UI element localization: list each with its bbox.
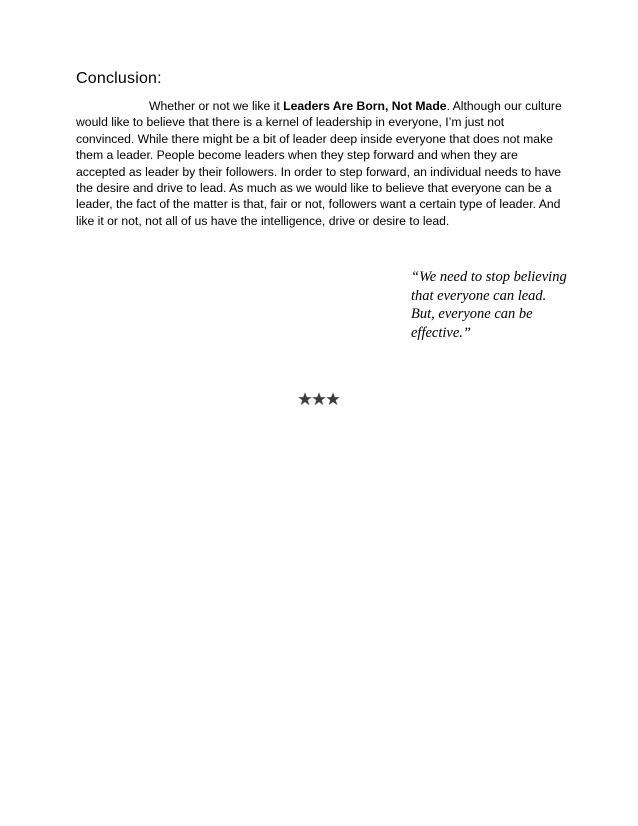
- star-icon: [326, 392, 340, 406]
- conclusion-paragraph: [76, 98, 562, 229]
- section-heading: Conclusion:: [76, 70, 162, 87]
- star-icon: [298, 392, 312, 406]
- star-icon: [312, 392, 326, 406]
- paragraph-emphasis: Leaders Are Born, Not Made: [283, 99, 447, 113]
- three-stars-icon: [298, 392, 340, 406]
- pull-quote: “We need to stop believing that everyone can lead. But, everyone can be effective.”: [411, 269, 567, 341]
- paragraph-rest: . Although our culture would like to believe that there is a kernel of leadership in everyone, I’m just not convinced. While there might be a bit of leader deep inside everyone that does not make them a leader. People become leaders when they step forward and when they are accepted as leader by their followers. In order to step forward, an individual needs to have the desire and drive to lead. As much as we would like to believe that everyone can be a leader, the fact of the matter is that, fair or not, followers want a certain type of leader. And like it or not, not all of us have the intelligence, drive or desire to lead.: [76, 99, 562, 228]
- paragraph-intro: Whether or not we like it: [149, 99, 284, 113]
